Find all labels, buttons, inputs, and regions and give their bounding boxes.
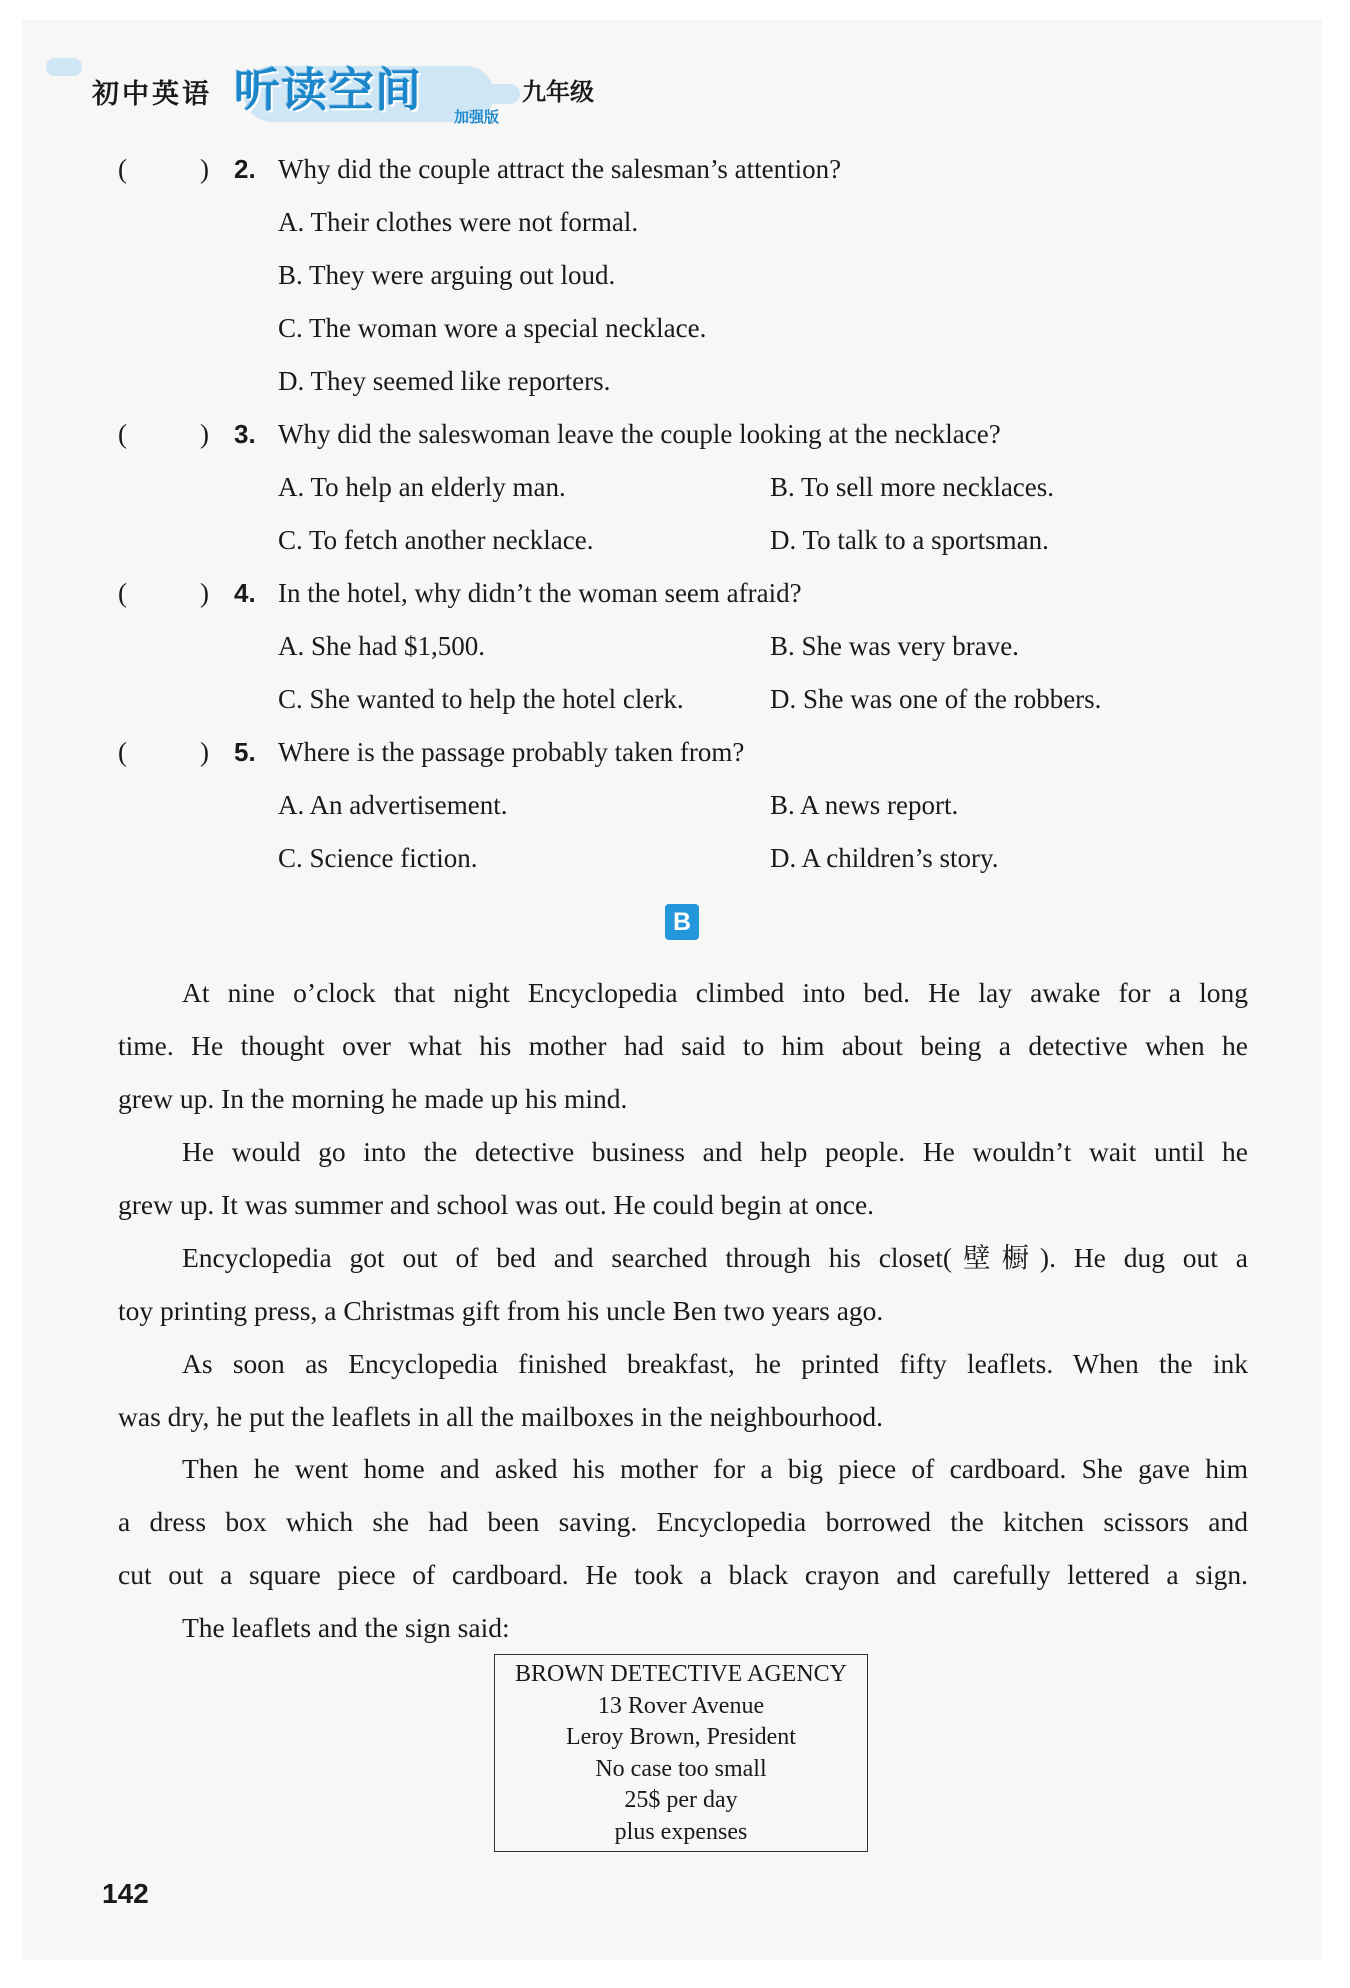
question-number: 4. [234,578,256,608]
option-c[interactable]: C. The woman wore a special necklace. [278,313,707,343]
option-c[interactable]: C. She wanted to help the hotel clerk. [278,684,684,714]
paragraph [118,1125,1248,1231]
paragraph-line: At nine o’clock that night Encyclopedia climbed into bed. He lay awake for a long [182,977,1248,1008]
sign-line: BROWN DETECTIVE AGENCY [515,1661,847,1687]
sign-line: plus expenses [614,1818,748,1845]
option-a[interactable]: A. An advertisement. [278,790,508,820]
paragraph-line: toy printing press, a Christmas gift from his uncle Ben two years ago. [118,1295,884,1326]
question-number: 5. [234,737,256,767]
answer-paren-close: ) [200,578,209,608]
brand-logo: 听读空间 [234,63,422,117]
edition-label: 加强版 [454,108,500,126]
cloud-decoration-icon [484,84,520,104]
grade-label: 九年级 [522,78,594,106]
paragraph-line: The leaflets and the sign said: [182,1612,510,1643]
option-d[interactable]: D. A children’s story. [770,843,999,873]
sign-line: Leroy Brown, President [566,1724,796,1750]
option-b[interactable]: B. To sell more necklaces. [770,472,1055,502]
page-number: 142 [102,1878,149,1909]
answer-paren-close: ) [200,154,209,184]
option-b[interactable]: B. They were arguing out loud. [278,260,616,290]
question-number: 3. [234,419,256,449]
paragraph [118,1442,1248,1601]
paragraph-line: grew up. It was summer and school was out. He could begin at once. [118,1189,875,1220]
paragraph-line: was dry, he put the leaflets in all the mailboxes in the neighbourhood. [118,1401,883,1432]
question-text: In the hotel, why didn’t the woman seem afraid? [278,578,802,608]
answer-paren-open[interactable]: ( [118,419,127,449]
paragraph-line: Encyclopedia got out of bed and searched through his closet(壁橱). He dug out a [182,1242,1248,1273]
answer-paren-open[interactable]: ( [118,154,127,184]
question-text: Why did the saleswoman leave the couple looking at the necklace? [278,419,1001,449]
paragraph [118,1231,1248,1337]
paragraph-line: Then he went home and asked his mother for a big piece of cardboard. She gave him [182,1453,1248,1484]
paragraph-line: grew up. In the morning he made up his mind. [118,1083,628,1114]
option-b[interactable]: B. A news report. [770,790,959,820]
section-b-badge: B [665,904,699,940]
option-c[interactable]: C. Science fiction. [278,843,478,873]
sign-line: 25$ per day [624,1787,738,1813]
answer-paren-close: ) [200,419,209,449]
sign-line: 13 Rover Avenue [597,1692,765,1719]
paragraph-line: cut out a square piece of cardboard. He took a black crayon and carefully lettered a sign. [118,1559,1248,1590]
paragraph-line: time. He thought over what his mother had said to him about being a detective when he [118,1030,1248,1061]
question-text: Why did the couple attract the salesman’s attention? [278,154,842,184]
question-text: Where is the passage probably taken from? [278,737,745,767]
cloud-decoration-icon [46,58,82,76]
answer-paren-close: ) [200,737,209,767]
answer-paren-open[interactable]: ( [118,578,127,608]
paragraph-line: As soon as Encyclopedia finished breakfast, he printed fifty leaflets. When the ink [182,1348,1248,1379]
option-b[interactable]: B. She was very brave. [770,631,1019,661]
paragraph [118,966,1248,1125]
question-number: 2. [234,154,256,184]
option-d[interactable]: D. She was one of the robbers. [770,684,1102,714]
book-header [44,44,644,124]
paragraph [118,1601,1248,1654]
paragraph-line: a dress box which she had been saving. Encyclopedia borrowed the kitchen scissors and [118,1506,1248,1537]
paragraph-line: He would go into the detective business and help people. He wouldn’t wait until he [182,1136,1248,1167]
sign-line: No case too small [595,1755,767,1782]
option-c[interactable]: C. To fetch another necklace. [278,525,594,555]
option-d[interactable]: D. They seemed like reporters. [278,366,611,396]
option-a[interactable]: A. Their clothes were not formal. [278,207,639,237]
detective-agency-sign [494,1654,868,1852]
answer-paren-open[interactable]: ( [118,737,127,767]
paragraph [118,1337,1248,1443]
option-a[interactable]: A. To help an elderly man. [278,472,566,502]
series-title: 初中英语 [92,79,212,110]
option-d[interactable]: D. To talk to a sportsman. [770,525,1049,555]
option-a[interactable]: A. She had $1,500. [278,631,485,661]
